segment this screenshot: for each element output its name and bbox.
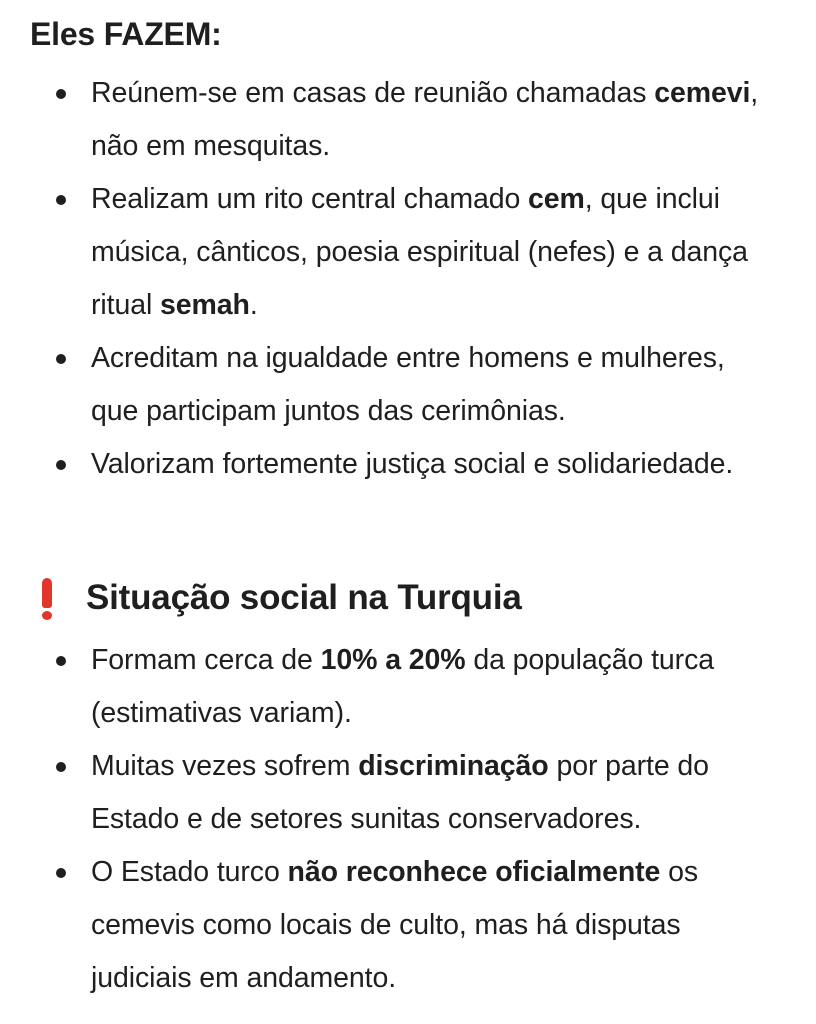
text-segment: Muitas vezes sofrem xyxy=(91,750,359,782)
text-segment: Valorizam fortemente justiça social e solidariedade. xyxy=(91,448,734,480)
section-heading-situacao-social xyxy=(40,574,522,622)
red-exclamation-icon xyxy=(40,576,54,620)
list-item xyxy=(0,173,816,332)
bullet-dot-icon xyxy=(56,868,66,878)
bold-term-cem: cem xyxy=(528,183,585,215)
bullet-dot-icon xyxy=(56,460,66,470)
list-item xyxy=(0,67,816,173)
list-item xyxy=(0,846,816,1005)
text-segment: por parte do Estado e de setores sunitas conservadores. xyxy=(91,750,709,835)
bullet-list-social-situation xyxy=(0,634,816,1005)
bold-term-discriminacao: discriminação xyxy=(358,750,549,782)
text-segment: , não em mesquitas. xyxy=(91,77,759,162)
text-segment: Acreditam na igualdade entre homens e mulheres, que participam juntos das cerimônias. xyxy=(91,342,725,427)
text-segment: Reúnem-se em casas de reunião chamadas xyxy=(91,77,655,109)
bullet-dot-icon xyxy=(56,656,66,666)
bold-term-cemevi: cemevi xyxy=(654,77,751,109)
text-segment: os cemevis como locais de culto, mas há disputas judiciais em andamento. xyxy=(91,856,699,994)
text-segment: da população turca (estimativas variam). xyxy=(91,644,714,729)
section-heading-eles-fazem: Eles FAZEM: xyxy=(30,16,222,52)
bold-term-nao-reconhece: não reconhece oficialmente xyxy=(287,856,661,888)
bold-term-semah: semah xyxy=(160,289,250,321)
bullet-dot-icon xyxy=(56,89,66,99)
bullet-list-practices xyxy=(0,67,816,491)
list-item xyxy=(0,438,816,491)
list-item xyxy=(0,740,816,846)
text-segment: O Estado turco xyxy=(91,856,288,888)
text-segment: Realizam um rito central chamado xyxy=(91,183,529,215)
bullet-dot-icon xyxy=(56,762,66,772)
bullet-dot-icon xyxy=(56,354,66,364)
list-item xyxy=(0,332,816,438)
text-segment: . xyxy=(249,289,258,321)
text-segment: , que inclui música, cânticos, poesia espiritual (nefes) e a dança ritual xyxy=(91,183,748,321)
bold-term-percentage: 10% a 20% xyxy=(320,644,466,676)
section-heading-text: Situação social na Turquia xyxy=(86,578,522,617)
text-segment: Formam cerca de xyxy=(91,644,321,676)
bullet-dot-icon xyxy=(56,195,66,205)
list-item xyxy=(0,634,816,740)
